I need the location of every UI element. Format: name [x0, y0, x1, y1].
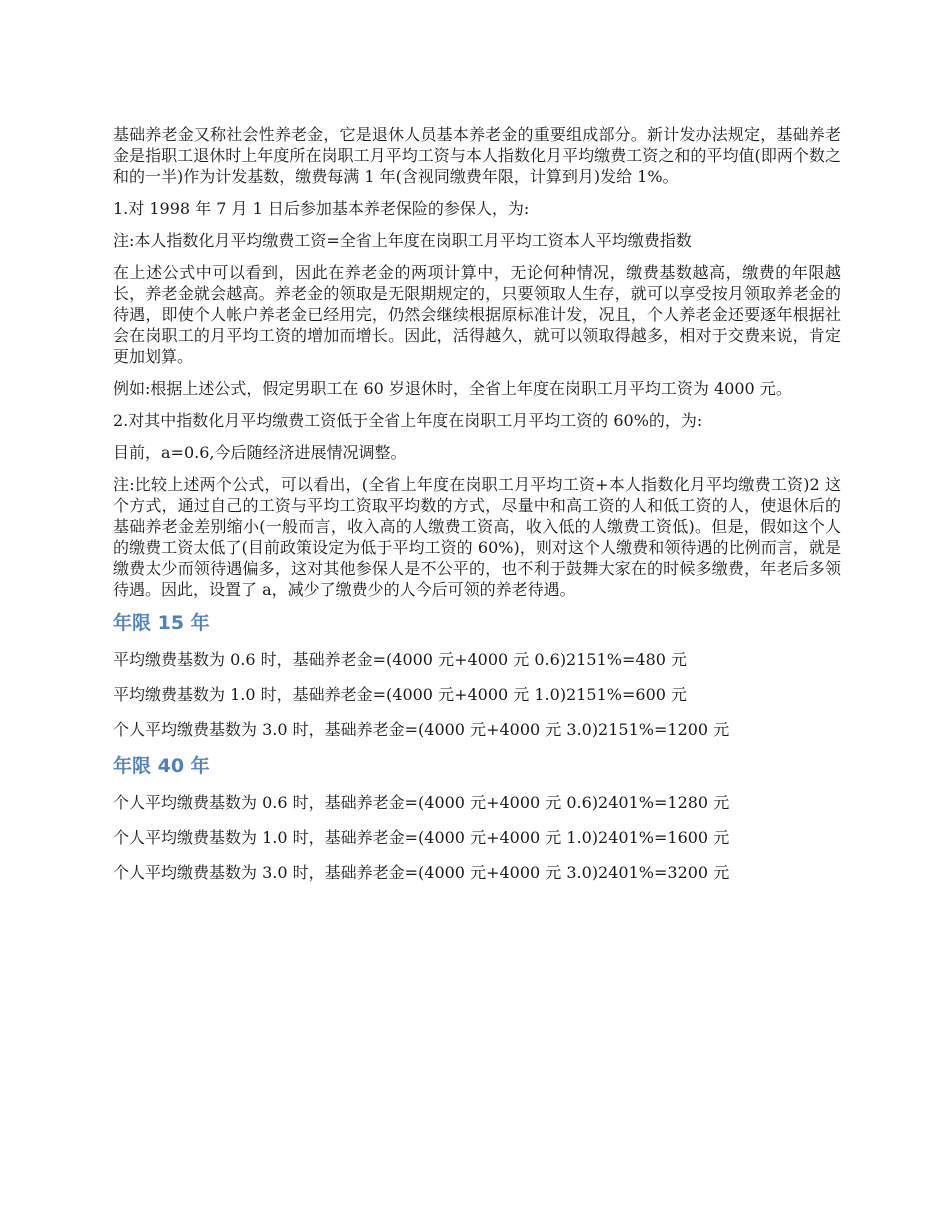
rule-1-paragraph: 1.对 1998 年 7 月 1 日后参加基本养老保险的参保人，为: [113, 199, 530, 218]
example-paragraph: 例如:根据上述公式，假定男职工在 60 岁退休时，全省上年度在岗职工月平均工资为 4000 元。 [113, 379, 792, 398]
section-heading-40-years: 年限 40 年 [113, 755, 210, 777]
note-2-paragraph: 注:比较上述两个公式，可以看出，(全省上年度在岗职工月平均工资+本人指数化月平均缴费工资)2 这个方式，通过自己的工资与平均工资取平均数的方式，尽量中和高工资的人和低工资的人，使退休后的基础养老金差别缩小(一般而言，收入高的人缴费工资高，收入低的人缴费工资低)。但是，假如这个人的缴费工资太低了(目前政策设定为低于平均工资的 60%)，则对这个人缴费和领待遇的比例而言，就是缴费太少而领待遇偏多，这对其他参保人是不公平的，也不利于鼓舞大家在的时候多缴费，年老后多领待遇。因此，设置了 a，减少了缴费少的人今后可领的养老待遇。 [113, 475, 841, 599]
intro-paragraph: 基础养老金又称社会性养老金，它是退休人员基本养老金的重要组成部分。新计发办法规定，基础养老金是指职工退休时上年度所在岗职工月平均工资与本人指数化月平均缴费工资之和的平均值(即两个数之和的一半)作为计发基数，缴费每满 1 年(含视同缴费年限，计算到月)发给 1%。 [113, 125, 841, 186]
calc-line-15-c: 个人平均缴费基数为 3.0 时，基础养老金=(4000 元+4000 元 3.0)2151%=1200 元 [113, 720, 730, 739]
note-1-paragraph: 注:本人指数化月平均缴费工资=全省上年度在岗职工月平均工资本人平均缴费指数 [113, 231, 692, 250]
calc-line-15-b: 平均缴费基数为 1.0 时，基础养老金=(4000 元+4000 元 1.0)2151%=600 元 [113, 685, 688, 704]
calc-line-40-a: 个人平均缴费基数为 0.6 时，基础养老金=(4000 元+4000 元 0.6)2401%=1280 元 [113, 793, 730, 812]
calc-line-40-b: 个人平均缴费基数为 1.0 时，基础养老金=(4000 元+4000 元 1.0)2401%=1600 元 [113, 828, 730, 847]
current-a-paragraph: 目前，a=0.6,今后随经济进展情况调整。 [113, 443, 407, 462]
section-heading-15-years: 年限 15 年 [113, 612, 210, 634]
calc-line-15-a: 平均缴费基数为 0.6 时，基础养老金=(4000 元+4000 元 0.6)2151%=480 元 [113, 650, 688, 669]
rule-2-paragraph: 2.对其中指数化月平均缴费工资低于全省上年度在岗职工月平均工资的 60%的，为: [113, 411, 703, 430]
explanation-paragraph: 在上述公式中可以看到，因此在养老金的两项计算中，无论何种情况，缴费基数越高，缴费的年限越长，养老金就会越高。养老金的领取是无限期规定的，只要领取人生存，就可以享受按月领取养老金的待遇，即使个人帐户养老金已经用完，仍然会继续根据原标准计发，况且，个人养老金还要逐年根据社会在岗职工的月平均工资的增加而增长。因此，活得越久，就可以领取得越多，相对于交费来说，肯定更加划算。 [113, 263, 841, 366]
calc-line-40-c: 个人平均缴费基数为 3.0 时，基础养老金=(4000 元+4000 元 3.0)2401%=3200 元 [113, 863, 730, 882]
document-page [113, 124, 841, 897]
